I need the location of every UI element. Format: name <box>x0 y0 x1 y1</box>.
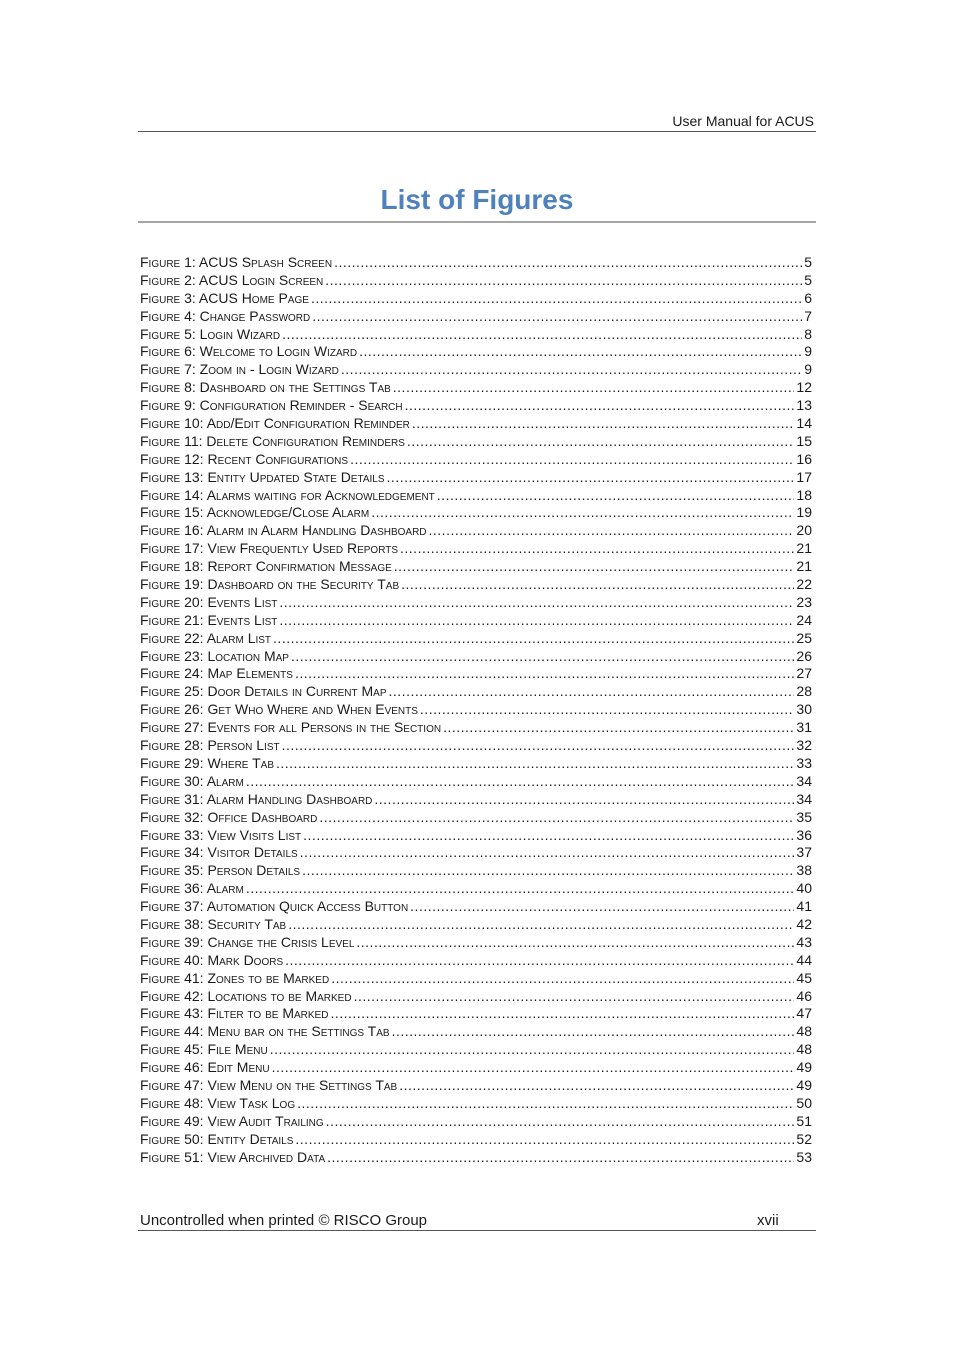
figure-entry[interactable] <box>140 576 812 594</box>
figure-entry-label: Figure 43: Filter to be Marked <box>140 1005 329 1022</box>
figure-entry-page: 23 <box>796 593 812 610</box>
figure-entry-label: Figure 49: View Audit Trailing <box>140 1112 324 1129</box>
figure-entry[interactable] <box>140 397 812 415</box>
dot-leader <box>330 1005 794 1023</box>
figure-entry-label: Figure 3: ACUS Home Page <box>140 289 309 306</box>
dot-leader <box>282 737 795 755</box>
figure-entry-page: 40 <box>796 880 812 897</box>
dot-leader <box>437 487 795 505</box>
figure-entry[interactable] <box>140 308 812 326</box>
figure-entry-page: 49 <box>796 1059 812 1076</box>
dot-leader <box>300 844 795 862</box>
dot-leader <box>420 701 795 719</box>
figure-entry[interactable] <box>140 558 812 576</box>
dot-leader <box>429 522 795 540</box>
figure-entry-page: 41 <box>796 898 812 915</box>
figure-entry-label: Figure 32: Office Dashboard <box>140 808 318 825</box>
figure-entry[interactable] <box>140 433 812 451</box>
figure-entry-label: Figure 26: Get Who Where and When Events <box>140 701 418 718</box>
figure-entry-label: Figure 34: Visitor Details <box>140 844 298 861</box>
figure-entry-label: Figure 9: Configuration Reminder - Search <box>140 397 403 414</box>
figure-entry[interactable] <box>140 415 812 433</box>
figure-entry[interactable] <box>140 755 812 773</box>
figure-entry-label: Figure 10: Add/Edit Configuration Reminder <box>140 415 410 432</box>
figure-entry-page: 42 <box>796 915 812 932</box>
figure-entry[interactable] <box>140 898 812 916</box>
dot-leader <box>276 755 794 773</box>
figure-entry-page: 22 <box>796 576 812 593</box>
dot-leader <box>288 916 794 934</box>
figure-entry[interactable] <box>140 737 812 755</box>
figure-entry[interactable] <box>140 880 812 898</box>
figure-entry-page: 31 <box>796 719 812 736</box>
figure-entry-label: Figure 39: Change the Crisis Level <box>140 933 355 950</box>
figure-entry-label: Figure 38: Security Tab <box>140 915 287 932</box>
dot-leader <box>303 827 794 845</box>
figure-entry-page: 36 <box>796 826 812 843</box>
figure-entry[interactable] <box>140 970 812 988</box>
dot-leader <box>312 308 802 326</box>
figure-entry[interactable] <box>140 1095 812 1113</box>
figure-entry-label: Figure 22: Alarm List <box>140 629 272 646</box>
figure-entry-label: Figure 5: Login Wizard <box>140 325 281 342</box>
dot-leader <box>399 1077 794 1095</box>
figure-entry-label: Figure 35: Person Details <box>140 862 301 879</box>
figure-entry[interactable] <box>140 1131 812 1149</box>
figure-entry-page: 27 <box>796 665 812 682</box>
figure-entry-page: 45 <box>796 969 812 986</box>
figure-entry-page: 50 <box>796 1094 812 1111</box>
figure-entry-label: Figure 2: ACUS Login Screen <box>140 271 324 288</box>
figure-entry-label: Figure 24: Map Elements <box>140 665 293 682</box>
figure-entry-page: 24 <box>796 611 812 628</box>
figure-entry-page: 19 <box>796 504 812 521</box>
figure-entry-label: Figure 1: ACUS Splash Screen <box>140 254 333 270</box>
figure-entry-page: 34 <box>796 790 812 807</box>
figure-entry-label: Figure 7: Zoom in - Login Wizard <box>140 361 339 378</box>
figure-entry-label: Figure 25: Door Details in Current Map <box>140 683 387 700</box>
dot-leader <box>374 791 794 809</box>
figure-entry[interactable] <box>140 272 812 290</box>
figure-entry-page: 48 <box>796 1041 812 1058</box>
figure-entry-label: Figure 6: Welcome to Login Wizard <box>140 343 358 360</box>
page-title: List of Figures <box>380 184 574 215</box>
figure-entry-page: 33 <box>796 754 812 771</box>
figure-entry-label: Figure 48: View Task Log <box>140 1094 296 1111</box>
figure-entry-page: 17 <box>796 468 812 485</box>
figure-entry[interactable] <box>140 791 812 809</box>
figure-entry-page: 25 <box>796 629 812 646</box>
figure-entry-label: Figure 30: Alarm <box>140 772 244 789</box>
dot-leader <box>350 451 794 469</box>
figure-entry-page: 21 <box>796 540 812 557</box>
figure-entry-label: Figure 4: Change Password <box>140 307 311 324</box>
title-divider <box>138 221 816 223</box>
dot-leader <box>272 1059 795 1077</box>
dot-leader <box>341 361 802 379</box>
figure-entry[interactable] <box>140 522 812 540</box>
footer-divider <box>138 1230 816 1231</box>
dot-leader <box>443 719 794 737</box>
footer-page-number: xvii <box>757 1212 779 1229</box>
figure-entry[interactable] <box>140 1059 812 1077</box>
figure-entry-label: Figure 23: Location Map <box>140 647 289 664</box>
dot-leader <box>297 1095 794 1113</box>
figure-entry-label: Figure 11: Delete Configuration Reminders <box>140 432 405 449</box>
figure-entry-label: Figure 37: Automation Quick Access Button <box>140 898 409 915</box>
dot-leader <box>279 594 794 612</box>
dot-leader <box>334 254 802 272</box>
dot-leader <box>392 1023 795 1041</box>
figure-entry[interactable] <box>140 504 812 522</box>
figure-entry-page: 34 <box>796 772 812 789</box>
dot-leader <box>371 504 794 522</box>
footer-copyright: Uncontrolled when printed © RISCO Group <box>140 1212 428 1229</box>
figure-entry-page: 15 <box>796 432 812 449</box>
dot-leader <box>246 880 795 898</box>
figure-entry[interactable] <box>140 934 812 952</box>
figure-entry-page: 37 <box>796 844 812 861</box>
figure-entry-label: Figure 16: Alarm in Alarm Handling Dashboard <box>140 522 427 539</box>
figure-entry-page: 32 <box>796 737 812 754</box>
figure-entry[interactable] <box>140 343 812 361</box>
dot-leader <box>331 970 794 988</box>
figure-entry-page: 12 <box>796 379 812 396</box>
dot-leader <box>393 379 795 397</box>
figure-entry-page: 51 <box>796 1112 812 1129</box>
figure-entry[interactable] <box>140 773 812 791</box>
figure-entry[interactable] <box>140 683 812 701</box>
figure-entry[interactable] <box>140 1077 812 1095</box>
dot-leader <box>359 343 802 361</box>
figure-entry-label: Figure 17: View Frequently Used Reports <box>140 540 399 557</box>
figure-entry-page: 13 <box>796 397 812 414</box>
figure-entry-label: Figure 13: Entity Updated State Details <box>140 468 385 485</box>
figure-entry[interactable] <box>140 1041 812 1059</box>
dot-leader <box>295 665 794 683</box>
figure-entry[interactable] <box>140 916 812 934</box>
figure-entry-page: 52 <box>796 1130 812 1147</box>
figure-entry-label: Figure 21: Events List <box>140 611 278 628</box>
figure-entry-label: Figure 42: Locations to be Marked <box>140 987 352 1004</box>
dot-leader <box>327 1149 794 1167</box>
figure-entry[interactable] <box>140 469 812 487</box>
dot-leader <box>405 397 795 415</box>
figure-entry-page: 7 <box>804 307 812 324</box>
dot-leader <box>270 1041 795 1059</box>
figure-entry[interactable] <box>140 594 812 612</box>
dot-leader <box>394 558 795 576</box>
figure-entry-page: 14 <box>796 415 812 432</box>
figure-entry[interactable] <box>140 1005 812 1023</box>
figure-entry-label: Figure 44: Menu bar on the Settings Tab <box>140 1023 390 1040</box>
figure-entry-label: Figure 36: Alarm <box>140 880 244 897</box>
figure-entry[interactable] <box>140 844 812 862</box>
header-divider <box>138 131 816 132</box>
dot-leader <box>412 415 795 433</box>
figure-entry-page: 8 <box>804 325 812 342</box>
figure-entry-page: 20 <box>796 522 812 539</box>
dot-leader <box>311 290 802 308</box>
figure-entry-page: 21 <box>796 558 812 575</box>
dot-leader <box>387 469 795 487</box>
figure-entry-page: 9 <box>804 343 812 360</box>
figure-entry[interactable] <box>140 1023 812 1041</box>
figure-entry[interactable] <box>140 988 812 1006</box>
figure-entry[interactable] <box>140 862 812 880</box>
figure-entry-label: Figure 50: Entity Details <box>140 1130 294 1147</box>
figure-entry[interactable] <box>140 701 812 719</box>
dot-leader <box>410 898 794 916</box>
figure-entry-label: Figure 33: View Visits List <box>140 826 302 843</box>
dot-leader <box>273 630 794 648</box>
figure-list <box>140 254 812 1166</box>
figure-entry-label: Figure 27: Events for all Persons in the Section <box>140 719 442 736</box>
figure-entry-label: Figure 14: Alarms waiting for Acknowledgement <box>140 486 435 503</box>
figure-entry-label: Figure 18: Report Confirmation Message <box>140 558 392 575</box>
figure-entry[interactable] <box>140 1113 812 1131</box>
figure-entry-label: Figure 28: Person List <box>140 737 280 754</box>
dot-leader <box>279 612 794 630</box>
dot-leader <box>319 809 794 827</box>
dot-leader <box>389 683 795 701</box>
dot-leader <box>400 540 794 558</box>
dot-leader <box>302 862 794 880</box>
figure-entry-label: Figure 51: View Archived Data <box>140 1148 326 1165</box>
figure-entry-page: 18 <box>796 486 812 503</box>
figure-entry-label: Figure 31: Alarm Handling Dashboard <box>140 790 373 807</box>
figure-entry[interactable] <box>140 254 812 272</box>
figure-entry-label: Figure 20: Events List <box>140 593 278 610</box>
figure-entry-label: Figure 12: Recent Configurations <box>140 450 349 467</box>
figure-entry[interactable] <box>140 827 812 845</box>
figure-entry-page: 5 <box>804 271 812 288</box>
figure-entry-page: 26 <box>796 647 812 664</box>
figure-entry-page: 48 <box>796 1023 812 1040</box>
figure-entry-page: 43 <box>796 933 812 950</box>
figure-entry[interactable] <box>140 809 812 827</box>
figure-entry-page: 46 <box>796 987 812 1004</box>
figure-entry-page: 5 <box>804 254 812 270</box>
dot-leader <box>295 1131 794 1149</box>
dot-leader <box>325 272 802 290</box>
figure-entry[interactable] <box>140 361 812 379</box>
figure-entry[interactable] <box>140 379 812 397</box>
figure-entry[interactable] <box>140 326 812 344</box>
dot-leader <box>291 648 794 666</box>
figure-entry[interactable] <box>140 487 812 505</box>
figure-entry-page: 35 <box>796 808 812 825</box>
dot-leader <box>401 576 794 594</box>
figure-entry-label: Figure 15: Acknowledge/Close Alarm <box>140 504 370 521</box>
figure-entry[interactable] <box>140 630 812 648</box>
figure-entry-page: 49 <box>796 1076 812 1093</box>
figure-entry[interactable] <box>140 290 812 308</box>
dot-leader <box>246 773 795 791</box>
figure-entry[interactable] <box>140 612 812 630</box>
dot-leader <box>326 1113 795 1131</box>
figure-entry-page: 38 <box>796 862 812 879</box>
figure-entry[interactable] <box>140 719 812 737</box>
figure-entry-label: Figure 19: Dashboard on the Security Tab <box>140 576 400 593</box>
figure-entry-label: Figure 47: View Menu on the Settings Tab <box>140 1076 398 1093</box>
figure-entry[interactable] <box>140 648 812 666</box>
figure-entry-page: 6 <box>804 289 812 306</box>
figure-entry[interactable] <box>140 540 812 558</box>
figure-entry[interactable] <box>140 1149 812 1167</box>
figure-entry-label: Figure 46: Edit Menu <box>140 1059 270 1076</box>
figure-entry[interactable] <box>140 665 812 683</box>
figure-entry-page: 16 <box>796 450 812 467</box>
header-title: User Manual for ACUS <box>672 113 814 129</box>
figure-entry-page: 44 <box>796 951 812 968</box>
figure-entry-page: 28 <box>796 683 812 700</box>
figure-entry-page: 9 <box>804 361 812 378</box>
dot-leader <box>285 952 794 970</box>
figure-entry-page: 30 <box>796 701 812 718</box>
figure-entry[interactable] <box>140 952 812 970</box>
figure-entry-label: Figure 29: Where Tab <box>140 754 274 771</box>
figure-entry-label: Figure 45: File Menu <box>140 1041 268 1058</box>
dot-leader <box>356 934 794 952</box>
figure-entry-label: Figure 40: Mark Doors <box>140 951 284 968</box>
figure-entry-label: Figure 8: Dashboard on the Settings Tab <box>140 379 391 396</box>
dot-leader <box>407 433 795 451</box>
figure-entry[interactable] <box>140 451 812 469</box>
dot-leader <box>282 326 802 344</box>
figure-entry-page: 47 <box>796 1005 812 1022</box>
figure-entry-page: 53 <box>796 1148 812 1165</box>
figure-entry-label: Figure 41: Zones to be Marked <box>140 969 330 986</box>
dot-leader <box>354 988 795 1006</box>
